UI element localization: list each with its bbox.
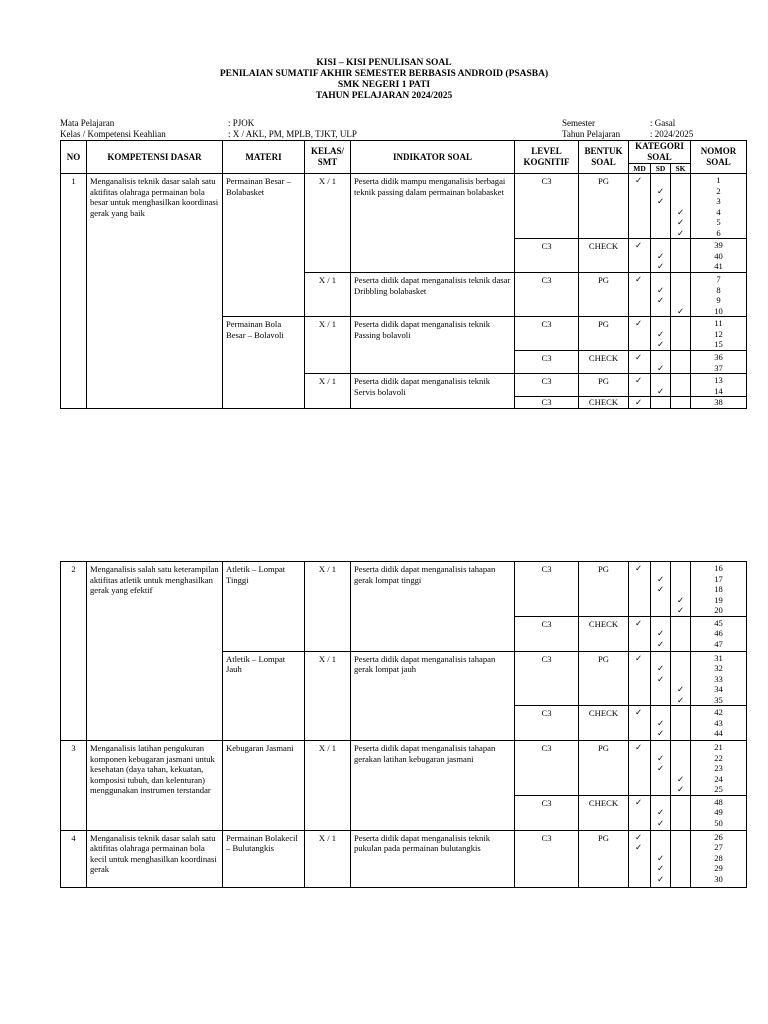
question-number: 39 <box>714 240 723 250</box>
question-number: 49 <box>714 807 723 817</box>
check-mark: ✓ <box>635 796 643 807</box>
sk-cell <box>671 374 691 397</box>
tahun-value: : 2024/2025 <box>650 129 694 139</box>
check-mark: ✓ <box>635 831 643 842</box>
nomor-cell <box>691 273 747 317</box>
question-number: 18 <box>714 584 723 594</box>
nomor-cell <box>691 397 747 409</box>
nomor-cell <box>691 616 747 651</box>
level-cell: C3 <box>515 273 579 317</box>
check-mark: ✓ <box>635 563 643 573</box>
sd-cell <box>651 616 671 651</box>
md-cell <box>629 374 651 397</box>
sd-cell <box>651 374 671 397</box>
mapel-label: Mata Pelajaran <box>60 118 115 128</box>
question-number: 23 <box>714 763 723 773</box>
sd-cell <box>651 830 671 887</box>
question-number: 43 <box>714 717 723 728</box>
check-mark: ✓ <box>657 573 665 584</box>
question-number: 1 <box>716 175 721 185</box>
nomor-cell <box>691 351 747 374</box>
check-mark: ✓ <box>657 752 665 763</box>
sk-cell <box>671 317 691 351</box>
question-number: 37 <box>714 362 723 373</box>
check-mark: ✓ <box>657 807 665 817</box>
indikator-cell: Peserta didik dapat menganalisis teknik Passing bolavoli <box>351 317 515 374</box>
md-cell <box>629 239 651 273</box>
check-mark: ✓ <box>657 873 665 884</box>
question-number: 48 <box>714 796 723 807</box>
check-mark: ✓ <box>677 684 685 694</box>
level-cell: C3 <box>515 795 579 830</box>
level-cell: C3 <box>515 174 579 239</box>
sd-cell <box>651 741 671 796</box>
question-number: 15 <box>714 339 723 349</box>
check-mark: ✓ <box>657 863 665 873</box>
bentuk-cell: PG <box>579 174 629 239</box>
check-mark: ✓ <box>677 206 685 217</box>
materi-cell: Atletik – Lompat Tinggi <box>223 562 305 652</box>
check-mark: ✓ <box>657 584 665 594</box>
kd-cell: Menganalisis teknik dasar salah satu aktifitas olahraga permainan bola besar untuk menghasilkan koordinasi gerak yang baik <box>87 174 223 409</box>
check-mark: ✓ <box>677 694 685 705</box>
question-number: 35 <box>714 694 723 705</box>
title-line-4: TAHUN PELAJARAN 2024/2025 <box>315 91 453 101</box>
question-number: 30 <box>714 873 723 884</box>
row-no: 3 <box>61 741 87 831</box>
check-mark: ✓ <box>635 352 643 362</box>
sd-cell <box>651 351 671 374</box>
sd-cell <box>651 273 671 317</box>
kelas-cell: X / 1 <box>305 317 351 374</box>
check-mark: ✓ <box>677 784 685 794</box>
md-cell <box>629 795 651 830</box>
md-cell <box>629 174 651 239</box>
sd-cell <box>651 795 671 830</box>
row-no: 2 <box>61 562 87 741</box>
bentuk-cell: PG <box>579 651 629 706</box>
check-mark: ✓ <box>657 673 665 684</box>
level-cell: C3 <box>515 317 579 351</box>
sd-cell <box>651 651 671 706</box>
nomor-cell <box>691 562 747 617</box>
check-mark: ✓ <box>657 185 665 196</box>
question-number: 3 <box>716 196 721 206</box>
md-cell <box>629 741 651 796</box>
question-number: 21 <box>714 742 723 752</box>
check-mark: ✓ <box>635 842 643 852</box>
check-mark: ✓ <box>635 240 643 250</box>
col-nomor: NOMOR SOAL <box>691 141 747 174</box>
question-number: 34 <box>714 684 723 694</box>
title-line-2: PENILAIAN SUMATIF AKHIR SEMESTER BERBASIS ANDROID (PSASBA) <box>219 69 549 79</box>
indikator-cell: Peserta didik dapat menganalisis teknik pukulan pada permainan bulutangkis <box>351 830 515 887</box>
table-row <box>61 741 747 796</box>
level-cell: C3 <box>515 830 579 887</box>
nomor-cell <box>691 651 747 706</box>
kelas-label: Kelas / Kompetensi Keahlian <box>60 129 166 139</box>
question-number: 27 <box>714 842 723 852</box>
check-mark: ✓ <box>677 594 685 605</box>
md-cell <box>629 616 651 651</box>
sk-cell <box>671 239 691 273</box>
nomor-cell <box>691 830 747 887</box>
col-sd: SD <box>651 164 671 174</box>
question-number: 40 <box>714 250 723 261</box>
level-cell: C3 <box>515 651 579 706</box>
indikator-cell: Peserta didik mampu menganalisis berbagai teknik passing dalam permainan bolabasket <box>351 174 515 273</box>
question-number: 7 <box>716 274 721 284</box>
question-number: 11 <box>714 318 723 328</box>
sk-cell <box>671 830 691 887</box>
nomor-cell <box>691 374 747 397</box>
question-number: 5 <box>716 217 721 227</box>
question-number: 44 <box>714 728 723 738</box>
check-mark: ✓ <box>677 605 685 615</box>
bentuk-cell: CHECK <box>579 239 629 273</box>
kelas-cell: X / 1 <box>305 830 351 887</box>
md-cell <box>629 317 651 351</box>
level-cell: C3 <box>515 616 579 651</box>
check-mark: ✓ <box>677 305 685 316</box>
indikator-cell: Peserta didik dapat menganalisis teknik dasar Dribbling bolabasket <box>351 273 515 317</box>
level-cell: C3 <box>515 374 579 397</box>
check-mark: ✓ <box>657 328 665 339</box>
nomor-cell <box>691 239 747 273</box>
check-mark: ✓ <box>635 742 643 752</box>
check-mark: ✓ <box>635 175 643 185</box>
indikator-cell: Peserta didik dapat menganalisis teknik Servis bolavoli <box>351 374 515 409</box>
check-mark: ✓ <box>657 284 665 295</box>
materi-cell: Permainan Bolakecil – Bulutangkis <box>223 830 305 887</box>
kisi-table-1 <box>60 140 747 409</box>
question-number: 33 <box>714 673 723 684</box>
level-cell: C3 <box>515 351 579 374</box>
sk-cell <box>671 706 691 741</box>
bentuk-cell: PG <box>579 741 629 796</box>
level-cell: C3 <box>515 562 579 617</box>
col-indikator: INDIKATOR SOAL <box>351 141 515 174</box>
kisi-table-2 <box>60 561 747 888</box>
sk-cell <box>671 651 691 706</box>
question-number: 31 <box>714 652 723 663</box>
check-mark: ✓ <box>657 250 665 261</box>
title-line-1: KISI – KISI PENULISAN SOAL <box>316 58 452 68</box>
kelas-cell: X / 1 <box>305 562 351 652</box>
sk-cell <box>671 562 691 617</box>
question-number: 22 <box>714 752 723 763</box>
question-number: 2 <box>716 185 721 196</box>
sd-cell <box>651 239 671 273</box>
sk-cell <box>671 741 691 796</box>
check-mark: ✓ <box>657 638 665 649</box>
sk-cell <box>671 397 691 409</box>
table-row <box>61 174 747 239</box>
question-number: 38 <box>714 397 723 407</box>
table-row <box>61 562 747 617</box>
sd-cell <box>651 397 671 409</box>
question-number: 17 <box>714 573 723 584</box>
indikator-cell: Peserta didik dapat menganalisis tahapan gerakan latihan kebugaran jasmani <box>351 741 515 831</box>
kd-cell: Menganalisis latihan pengukuran komponen kebugaran jasmani untuk kesehatan (daya tahan, kekuatan, komposisi tubuh, dan kelenturan) menggunakan instrumen terstandar <box>87 741 223 831</box>
check-mark: ✓ <box>635 617 643 628</box>
col-sk: SK <box>671 164 691 174</box>
check-mark: ✓ <box>657 763 665 773</box>
materi-cell: Permainan Bola Besar – Bolavoli <box>223 317 305 409</box>
check-mark: ✓ <box>677 773 685 784</box>
check-mark: ✓ <box>657 385 665 396</box>
bentuk-cell: CHECK <box>579 351 629 374</box>
bentuk-cell: CHECK <box>579 397 629 409</box>
tahun-label: Tahun Pelajaran <box>562 129 621 139</box>
check-mark: ✓ <box>657 817 665 828</box>
semester-value: : Gasal <box>650 118 676 128</box>
bentuk-cell: PG <box>579 374 629 397</box>
document-title <box>0 58 768 102</box>
kd-cell: Menganalisis salah satu keterampilan aktifitas atletik untuk menghasilkan gerak yang efektif <box>87 562 223 741</box>
question-number: 47 <box>714 638 723 649</box>
level-cell: C3 <box>515 741 579 796</box>
sd-cell <box>651 706 671 741</box>
bentuk-cell: CHECK <box>579 795 629 830</box>
kelas-cell: X / 1 <box>305 374 351 409</box>
check-mark: ✓ <box>657 728 665 738</box>
check-mark: ✓ <box>635 397 643 407</box>
question-number: 42 <box>714 707 723 717</box>
sk-cell <box>671 616 691 651</box>
kd-cell: Menganalisis teknik dasar salah satu aktifitas olahraga permainan bola kecil untuk menghasilkan koordinasi gerak <box>87 830 223 887</box>
col-kategori: KATEGORI SOAL <box>629 141 691 164</box>
md-cell <box>629 273 651 317</box>
kelas-cell: X / 1 <box>305 651 351 741</box>
check-mark: ✓ <box>657 663 665 673</box>
question-number: 19 <box>714 594 723 605</box>
md-cell <box>629 830 651 887</box>
col-kelas: KELAS/ SMT <box>305 141 351 174</box>
level-cell: C3 <box>515 239 579 273</box>
question-number: 45 <box>714 617 723 628</box>
question-number: 36 <box>714 352 723 362</box>
question-number: 46 <box>714 628 723 638</box>
sk-cell <box>671 174 691 239</box>
bentuk-cell: PG <box>579 273 629 317</box>
check-mark: ✓ <box>677 217 685 227</box>
kelas-cell: X / 1 <box>305 273 351 317</box>
question-number: 13 <box>714 375 723 385</box>
check-mark: ✓ <box>657 261 665 271</box>
title-line-3: SMK NEGERI 1 PATI <box>337 80 431 90</box>
question-number: 24 <box>714 773 723 784</box>
materi-cell: Kebugaran Jasmani <box>223 741 305 831</box>
materi-cell: Permainan Besar – Bolabasket <box>223 174 305 317</box>
sk-cell <box>671 273 691 317</box>
col-kd: KOMPETENSI DASAR <box>87 141 223 174</box>
bentuk-cell: PG <box>579 317 629 351</box>
check-mark: ✓ <box>657 717 665 728</box>
question-number: 20 <box>714 605 723 615</box>
question-number: 8 <box>716 284 721 295</box>
check-mark: ✓ <box>635 375 643 385</box>
question-number: 4 <box>716 206 721 217</box>
semester-label: Semester <box>562 118 595 128</box>
kelas-cell: X / 1 <box>305 174 351 273</box>
materi-cell: Atletik – Lompat Jauh <box>223 651 305 741</box>
check-mark: ✓ <box>657 628 665 638</box>
indikator-cell: Peserta didik dapat menganalisis tahapan gerak lompat jauh <box>351 651 515 741</box>
question-number: 26 <box>714 831 723 842</box>
check-mark: ✓ <box>635 707 643 717</box>
question-number: 9 <box>716 295 721 305</box>
check-mark: ✓ <box>635 274 643 284</box>
question-number: 10 <box>714 305 723 316</box>
col-level: LEVEL KOGNITIF <box>515 141 579 174</box>
nomor-cell <box>691 741 747 796</box>
indikator-cell: Peserta didik dapat menganalisis tahapan gerak lompat tinggi <box>351 562 515 652</box>
question-number: 29 <box>714 863 723 873</box>
mapel-value: : PJOK <box>228 118 255 128</box>
nomor-cell <box>691 317 747 351</box>
check-mark: ✓ <box>635 318 643 328</box>
question-number: 28 <box>714 852 723 863</box>
sd-cell <box>651 562 671 617</box>
col-bentuk: BENTUK SOAL <box>579 141 629 174</box>
table-row <box>61 830 747 887</box>
row-no: 1 <box>61 174 87 409</box>
question-number: 50 <box>714 817 723 828</box>
level-cell: C3 <box>515 397 579 409</box>
check-mark: ✓ <box>677 227 685 238</box>
question-number: 41 <box>714 261 723 271</box>
sk-cell <box>671 351 691 374</box>
bentuk-cell: CHECK <box>579 706 629 741</box>
kelas-value: : X / AKL, PM, MPLB, TJKT, ULP <box>228 129 357 139</box>
bentuk-cell: PG <box>579 830 629 887</box>
check-mark: ✓ <box>657 852 665 863</box>
check-mark: ✓ <box>657 362 665 373</box>
md-cell <box>629 562 651 617</box>
nomor-cell <box>691 706 747 741</box>
check-mark: ✓ <box>657 295 665 305</box>
bentuk-cell: CHECK <box>579 616 629 651</box>
check-mark: ✓ <box>657 196 665 206</box>
check-mark: ✓ <box>657 339 665 349</box>
sk-cell <box>671 795 691 830</box>
question-number: 16 <box>714 563 723 573</box>
md-cell <box>629 351 651 374</box>
row-no: 4 <box>61 830 87 887</box>
kelas-cell: X / 1 <box>305 741 351 831</box>
md-cell <box>629 706 651 741</box>
md-cell <box>629 397 651 409</box>
nomor-cell <box>691 174 747 239</box>
question-number: 12 <box>714 328 723 339</box>
question-number: 14 <box>714 385 723 396</box>
md-cell <box>629 651 651 706</box>
sd-cell <box>651 317 671 351</box>
bentuk-cell: PG <box>579 562 629 617</box>
check-mark: ✓ <box>635 652 643 663</box>
nomor-cell <box>691 795 747 830</box>
col-md: MD <box>629 164 651 174</box>
col-materi: MATERI <box>223 141 305 174</box>
question-number: 25 <box>714 784 723 794</box>
question-number: 6 <box>716 227 721 238</box>
level-cell: C3 <box>515 706 579 741</box>
sd-cell <box>651 174 671 239</box>
col-no: NO <box>61 141 87 174</box>
question-number: 32 <box>714 663 723 673</box>
